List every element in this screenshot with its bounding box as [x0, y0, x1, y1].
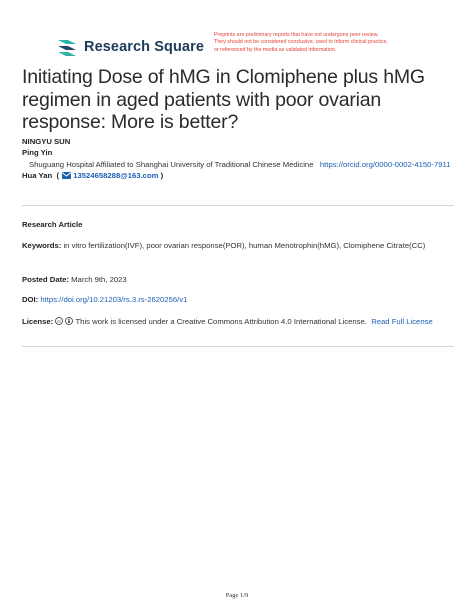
- keywords-value: in vitro fertilization(IVF), poor ovarian response(POR), human Menotrophin(hMG), Clomiphene Citrate(CC): [63, 241, 426, 250]
- section-divider: [22, 346, 454, 347]
- disclaimer-line: Preprints are preliminary reports that have not undergone peer review.: [214, 32, 379, 38]
- disclaimer-line: or referenced by the media as validated information.: [214, 46, 337, 53]
- research-square-logo[interactable]: [56, 37, 204, 57]
- author-name: Ping Yin: [22, 148, 53, 158]
- email-address: 13524658288@163.com: [73, 170, 159, 180]
- author-name: Hua Yan: [22, 170, 53, 180]
- read-full-license-link[interactable]: Read Full License: [371, 317, 433, 326]
- logo-text: Research Square: [84, 39, 204, 55]
- affiliation-text: Shuguang Hospital Affiliated to Shanghai University of Traditional Chinese Medicine: [29, 159, 314, 169]
- license-label: License:: [22, 317, 54, 326]
- research-square-logo-icon: [56, 37, 78, 57]
- page-header: [56, 32, 454, 62]
- corresponding-author: [22, 170, 458, 182]
- email-open-paren: (: [56, 170, 60, 180]
- author-affiliation: [22, 159, 458, 170]
- envelope-icon: [62, 171, 71, 182]
- preprint-disclaimer: [214, 32, 454, 54]
- orcid-link[interactable]: https://orcid.org/0000-0002-4150-7911: [319, 159, 451, 169]
- section-divider: [22, 205, 454, 206]
- license-row: [22, 316, 454, 329]
- cc-icon: [55, 317, 63, 329]
- article-type-label: Research Article: [22, 220, 83, 229]
- author-name: NINGYU SUN: [22, 137, 71, 146]
- keywords-row: [22, 240, 454, 252]
- svg-text:cc: cc: [57, 318, 62, 324]
- posted-date-value: March 9th, 2023: [71, 275, 127, 284]
- article-type: [22, 219, 454, 231]
- author-block: [22, 136, 458, 182]
- page-number: Page 1/9: [225, 592, 249, 599]
- posted-date-label: Posted Date:: [22, 275, 69, 284]
- doi-row: [22, 294, 454, 306]
- doi-label: DOI:: [22, 295, 39, 304]
- license-text: This work is licensed under a Creative Commons Attribution 4.0 International License.: [75, 317, 367, 326]
- keywords-label: Keywords:: [22, 241, 62, 250]
- posted-date-row: [22, 274, 454, 286]
- doi-link[interactable]: https://doi.org/10.21203/rs.3.rs-2620256/v1: [40, 295, 188, 304]
- email-close-paren: ): [160, 170, 164, 180]
- email-link[interactable]: [61, 171, 160, 180]
- disclaimer-line: They should not be considered conclusive, used to inform clinical practice,: [214, 39, 389, 46]
- by-icon: [65, 317, 73, 329]
- paper-title: Initiating Dose of hMG in Clomiphene plus hMG regimen in aged patients with poor ovarian response: More is better?: [22, 66, 425, 133]
